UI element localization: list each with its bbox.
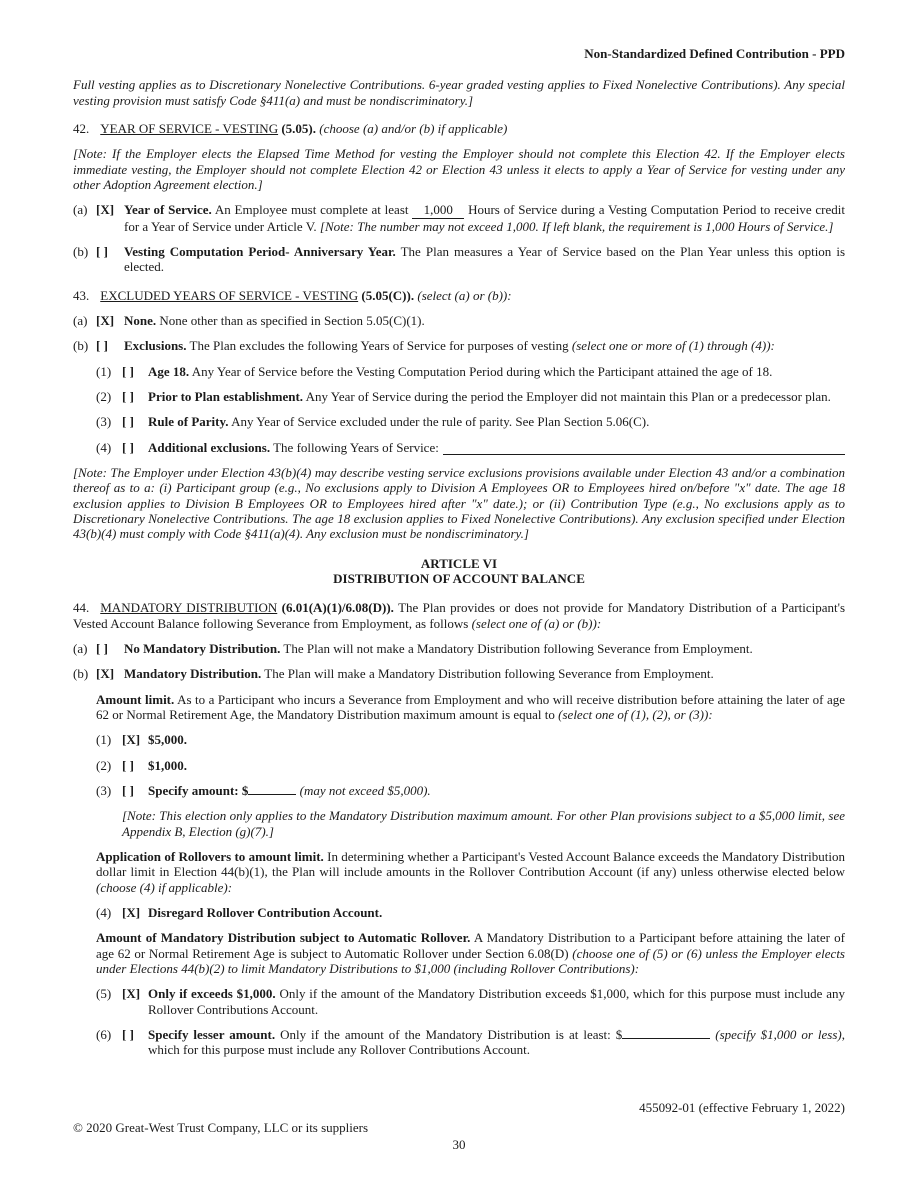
item-number: (5) xyxy=(96,986,112,1002)
election-42-item-b xyxy=(73,244,845,275)
election-44-item-b5 xyxy=(96,986,845,1017)
election-44-item-a xyxy=(73,641,845,656)
election-43-item-b2 xyxy=(96,389,845,404)
amount-limit-paragraph xyxy=(96,692,845,723)
plan-id-effective-date: 455092-01 (effective February 1, 2022) xyxy=(639,1100,845,1115)
article-vi-heading xyxy=(73,556,845,588)
election-43-title: EXCLUDED YEARS OF SERVICE - VESTING xyxy=(100,287,359,303)
election-42-section-ref: (5.05). xyxy=(281,120,317,136)
item-label: Prior to Plan establishment. xyxy=(148,388,304,404)
election-43-number: 43. xyxy=(73,287,90,303)
checkbox-44b6: [ ] xyxy=(122,1026,134,1042)
document-header-title: Non-Standardized Defined Contribution - PPD xyxy=(584,46,845,61)
election-44-heading xyxy=(73,600,845,631)
item-text: The Plan measures a Year of Service based on the Plan Year unless this option is elected. xyxy=(124,243,845,275)
item-label: Rule of Parity. xyxy=(148,414,229,430)
election-44-note: [Note: This election only applies to the Mandatory Distribution maximum amount. For other Plan provisions subject to a $5,000 limit, see Appendix B, Election (g)(7).] xyxy=(122,808,845,839)
article-title: DISTRIBUTION OF ACCOUNT BALANCE xyxy=(333,571,585,587)
item-number: (b) xyxy=(73,666,89,682)
paragraph-text: A Mandatory Distribution to a Participant before attaining the later of age 62 or Normal Retirement Age is subject to Automatic Rollover under Section 6.08(D) xyxy=(96,930,845,961)
paragraph-label: Application of Rollovers to amount limit. xyxy=(96,848,324,864)
election-42-instruction: (choose (a) and/or (b) if applicable) xyxy=(319,120,508,136)
item-text: Any Year of Service during the period the Employer did not maintain this Plan or a predecessor plan. xyxy=(305,388,831,404)
item-body xyxy=(148,389,845,404)
item-label: Year of Service. xyxy=(124,202,212,218)
item-text: None other than as specified in Section 5.05(C)(1). xyxy=(159,312,425,328)
item-body xyxy=(148,783,845,798)
item-lead xyxy=(148,440,439,455)
item-body xyxy=(124,244,845,275)
election-42-note: [Note: If the Employer elects the Elapsed Time Method for vesting the Employer should not complete this Election 42. If the Employer elects immediate vesting, the Employer should not complete Election 42 or Election 43 unless it elects to apply a Year of Service for vesting under any other Adoption Agreement election.] xyxy=(73,146,845,192)
paragraph-label: Amount limit. xyxy=(96,691,175,707)
item-body xyxy=(148,440,845,455)
blank-field-specify-amount xyxy=(248,783,296,795)
election-44-item-b1 xyxy=(96,732,845,747)
item-body xyxy=(148,414,845,429)
item-number: (a) xyxy=(73,640,88,656)
item-label: Specify amount: $ xyxy=(148,782,249,798)
item-label: Specify lesser amount. xyxy=(148,1026,276,1042)
election-43-item-b4 xyxy=(96,440,845,455)
election-44-item-b3 xyxy=(96,783,845,798)
election-43-item-b xyxy=(73,338,845,353)
election-43-note: [Note: The Employer under Election 43(b)(4) may describe vesting service exclusions provisions available under Election 43 and/or a combination thereof as to a: (i) Participant group (e.g., No exclusions apply to Division A Employees OR to Employees hired on/before "x" date. The age 18 exclusion applies to Division B Employees OR to Employees hired after "x" date.); or (ii) Contribution Type (e.g., No exclusions apply as to Discretionary Nonelective Contributions. The age 18 exclusion applies to Fixed Nonelective Contributions). Any exclusion specified under Election 43(b)(4) must comply with Code §411(a)(4). Any exclusion must be nondiscriminatory.] xyxy=(73,464,845,542)
item-body xyxy=(148,905,845,920)
item-body xyxy=(148,758,845,773)
blank-field-specify-lesser-amount xyxy=(622,1027,710,1039)
election-44-item-b6 xyxy=(96,1027,845,1058)
election-43-instruction: (select (a) or (b)): xyxy=(417,287,512,303)
item-number: (3) xyxy=(96,414,112,430)
item-label: Additional exclusions. xyxy=(148,439,271,455)
item-label: Vesting Computation Period- Anniversary Year. xyxy=(124,243,396,259)
checkbox-43b: [ ] xyxy=(96,338,108,354)
election-44-item-b2 xyxy=(96,758,845,773)
item-label: $5,000. xyxy=(148,732,187,748)
checkbox-44a: [ ] xyxy=(96,640,108,656)
blank-field-additional-exclusions xyxy=(443,442,845,455)
page-number: 30 xyxy=(452,1136,466,1152)
paragraph-instruction: (choose (4) if applicable): xyxy=(96,879,233,895)
item-label: Exclusions. xyxy=(124,338,187,354)
checkbox-44b2: [ ] xyxy=(122,757,134,773)
item-number: (1) xyxy=(96,363,112,379)
election-42-item-a xyxy=(73,202,845,234)
item-number: (4) xyxy=(96,439,112,455)
item-instruction: (specify $1,000 or less) xyxy=(715,1026,842,1042)
item-label: Disregard Rollover Contribution Account. xyxy=(148,904,383,920)
paragraph-instruction: (choose one of (5) or (6) unless the Employer elects under Elections 44(b)(2) to limit Mandatory Distributions to $1,000 (including Rollover Contributions): xyxy=(96,945,845,976)
item-body xyxy=(148,1027,845,1058)
item-label: $1,000. xyxy=(148,757,187,773)
checkbox-44b4: [X] xyxy=(122,904,141,920)
election-44-section-ref: (6.01(A)(1)/6.08(D)). xyxy=(281,600,394,616)
item-text: Any Year of Service before the Vesting Computation Period during which the Participant attained the age of 18. xyxy=(191,363,773,379)
election-44-item-b xyxy=(73,666,845,681)
item-label: Age 18. xyxy=(148,363,190,379)
checkbox-44b1: [X] xyxy=(122,732,141,748)
election-42-number: 42. xyxy=(73,120,90,136)
election-44-title: MANDATORY DISTRIBUTION xyxy=(100,600,278,616)
checkbox-44b3: [ ] xyxy=(122,782,134,798)
election-43-item-b1 xyxy=(96,364,845,379)
election-44-text: The Plan provides or does not provide for Mandatory Distribution of a Participant's Vested Account Balance following Severance from Employment, as follows xyxy=(73,600,846,631)
checkbox-43b3: [ ] xyxy=(122,414,134,430)
item-body xyxy=(124,202,845,234)
copyright-notice: © 2020 Great-West Trust Company, LLC or its suppliers xyxy=(73,1120,369,1136)
checkbox-44b5: [X] xyxy=(122,986,141,1002)
item-body xyxy=(124,641,845,656)
intro-continuation-note: Full vesting applies as to Discretionary Nonelective Contributions. 6-year graded vesting applies to Fixed Nonelective Contributions). Any special vesting provision must satisfy Code §411(a) and must be nondiscriminatory.] xyxy=(73,77,845,108)
paragraph-label: Amount of Mandatory Distribution subject to Automatic Rollover. xyxy=(96,930,471,946)
item-number: (2) xyxy=(96,388,112,404)
item-label: No Mandatory Distribution. xyxy=(124,640,281,656)
item-text: The Plan will make a Mandatory Distribution following Severance from Employment. xyxy=(264,666,714,682)
paragraph-text: In determining whether a Participant's Vested Account Balance exceeds the Mandatory Distribution dollar limit in Election 44(b)(1), the Plan will include amounts in the Rollover Contribution Account (if any) unless otherwise elected below xyxy=(96,848,846,880)
item-instruction: (select one or more of (1) through (4)): xyxy=(571,338,775,354)
election-42-heading xyxy=(73,121,845,136)
checkbox-44b: [X] xyxy=(96,666,115,682)
item-body xyxy=(124,338,845,353)
item-number: (a) xyxy=(73,312,88,328)
election-42-title: YEAR OF SERVICE - VESTING xyxy=(100,120,279,136)
item-label: Only if exceeds $1,000. xyxy=(148,986,276,1002)
item-number: (b) xyxy=(73,243,89,259)
item-body xyxy=(124,666,845,681)
item-number: (6) xyxy=(96,1026,112,1042)
item-text: , which for this purpose must include any Rollover Contributions Account. xyxy=(148,1026,846,1058)
hours-of-service-value: 1,000 xyxy=(412,202,464,218)
item-text: An Employee must complete at least xyxy=(214,202,409,218)
election-43-item-a xyxy=(73,313,845,328)
item-label: Mandatory Distribution. xyxy=(124,666,262,682)
item-number: (2) xyxy=(96,757,112,773)
item-label: None. xyxy=(124,312,157,328)
election-44-number: 44. xyxy=(73,600,90,616)
item-text: Only if the amount of the Mandatory Distribution is at least: $ xyxy=(280,1026,623,1042)
item-number: (3) xyxy=(96,782,112,798)
item-text: The following Years of Service: xyxy=(273,439,439,455)
checkbox-42a: [X] xyxy=(96,202,115,218)
item-number: (a) xyxy=(73,202,88,218)
item-text: Hours of Service during a Vesting Computation Period to receive credit for a Year of Service under Article V. xyxy=(124,202,845,234)
item-text: The Plan excludes the following Years of Service for purposes of vesting xyxy=(189,338,569,354)
election-44-instruction: (select one of (a) or (b)): xyxy=(471,615,602,631)
item-number: (1) xyxy=(96,732,112,748)
item-note: [Note: The number may not exceed 1,000. If left blank, the requirement is 1,000 Hours of Service.] xyxy=(319,218,834,234)
rollover-application-paragraph xyxy=(96,849,845,895)
item-body xyxy=(148,364,845,379)
checkbox-43b2: [ ] xyxy=(122,388,134,404)
item-instruction: (may not exceed $5,000). xyxy=(299,782,431,798)
item-number: (b) xyxy=(73,338,89,354)
item-body xyxy=(124,313,845,328)
automatic-rollover-paragraph xyxy=(96,930,845,976)
item-body xyxy=(148,986,845,1017)
election-43-heading xyxy=(73,288,845,303)
item-text: Any Year of Service excluded under the rule of parity. See Plan Section 5.06(C). xyxy=(231,414,650,430)
election-43-section-ref: (5.05(C)). xyxy=(361,287,415,303)
checkbox-42b: [ ] xyxy=(96,243,108,259)
item-body xyxy=(148,732,845,747)
checkbox-43a: [X] xyxy=(96,312,115,328)
item-text: Only if the amount of the Mandatory Distribution exceeds $1,000, which for this purpose must include any Rollover Contributions Account. xyxy=(148,986,846,1017)
paragraph-text: As to a Participant who incurs a Severance from Employment and who will receive distribution before attaining the later of age 62 or Normal Retirement Age, the Mandatory Distribution maximum amount is equal to xyxy=(96,691,845,722)
checkbox-43b4: [ ] xyxy=(122,439,134,455)
election-43-item-b3 xyxy=(96,414,845,429)
election-44-item-b4 xyxy=(96,905,845,920)
checkbox-43b1: [ ] xyxy=(122,363,134,379)
article-number: ARTICLE VI xyxy=(420,555,498,571)
item-text: The Plan will not make a Mandatory Distribution following Severance from Employment. xyxy=(283,640,753,656)
page-footer xyxy=(73,1100,845,1152)
item-number: (4) xyxy=(96,904,112,920)
paragraph-instruction: (select one of (1), (2), or (3)): xyxy=(558,706,713,722)
